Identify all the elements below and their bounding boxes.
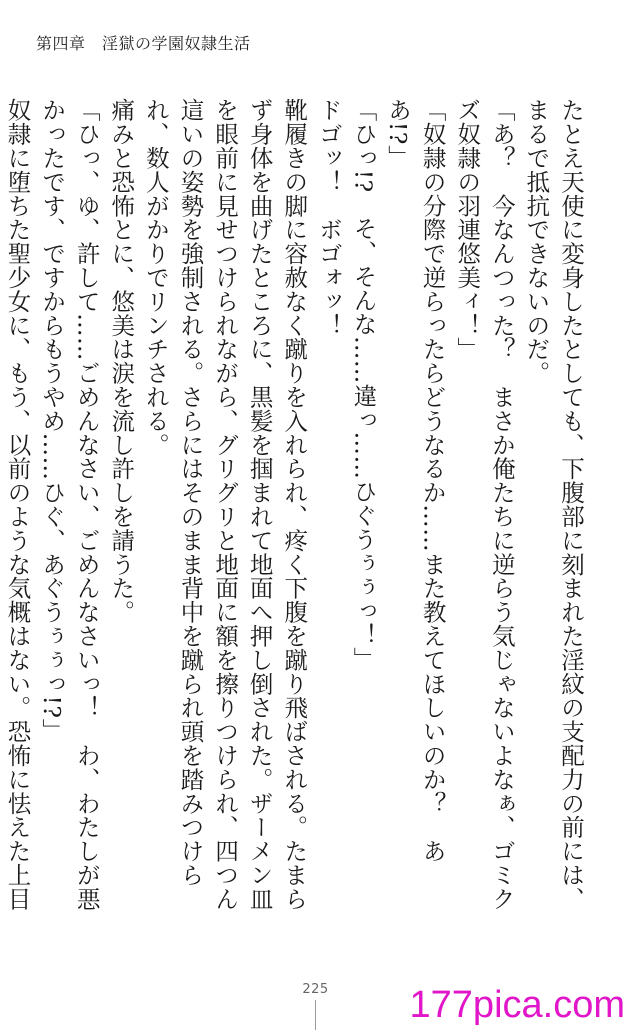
body-paragraph: ドゴッ！ ボゴォッ！ xyxy=(314,98,343,337)
site-watermark: 177pica.com xyxy=(409,984,625,1026)
body-paragraph: 「ひっ!? そ、そんな……違っ……ひぐうぅぅっ！」 xyxy=(349,98,378,671)
body-paragraph: 「あ？ 今なんつった？ まさか俺たちに逆らう気じゃないよなぁ、ゴミクズ奴隷の羽連悠美ィ！」 xyxy=(453,98,516,911)
page-number-rule xyxy=(315,1000,316,1030)
body-paragraph: たとえ天使に変身したとしても、下腹部に刻まれた淫紋の支配力の前には、まるで抵抗できないのだ。 xyxy=(522,98,585,911)
body-paragraph: 奴隷に堕ちた聖少女に、もう、以前のような気概はない。恐怖に怯えた上目 xyxy=(3,98,32,911)
page-number: 225 xyxy=(302,982,329,997)
chapter-header: 第四章 淫獄の学園奴隷生活 xyxy=(36,34,251,53)
body-paragraph: 「ひっ、ゆ、許して……ごめんなさい、ごめんなさいっ！ わ、わたしが悪かったです、ですからもうやめ……ひぐ、あぐうぅぅっ!?」 xyxy=(38,98,101,911)
body-paragraph: 「奴隷の分際で逆らったらどうなるか……また教えてほしいのか？ ああ!?」 xyxy=(384,98,447,863)
body-paragraph: 痛みと恐怖とに、悠美は涙を流し許しを請うた。 xyxy=(107,98,136,624)
vertical-body-text xyxy=(3,98,588,918)
body-paragraph: 靴履きの脚に容赦なく蹴りを入れられ、疼く下腹を蹴り飛ばされる。たまらず身体を曲げたところに、黒髪を掴まれて地面へ押し倒された。ザーメン皿を眼前に見せつけられながら、グリグリと地面に額を擦りつけられ、四つん這いの姿勢を強制される。さらにはそのまま背中を蹴られ頭を踏みつけられ、数人がかりでリンチされる。 xyxy=(141,98,309,911)
